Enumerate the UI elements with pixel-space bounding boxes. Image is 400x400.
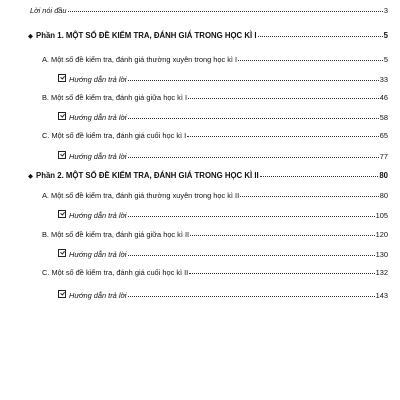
diamond-bullet-icon: ◆ bbox=[28, 173, 33, 180]
toc-page-number: 33 bbox=[379, 75, 388, 84]
toc-part-1 bbox=[28, 31, 388, 42]
toc-page-number: 105 bbox=[375, 211, 388, 220]
toc-answer-entry bbox=[58, 210, 388, 221]
dot-leader bbox=[128, 80, 379, 81]
toc-section bbox=[42, 191, 388, 201]
checkbox-checked-icon bbox=[58, 151, 66, 159]
toc-page-number: 130 bbox=[375, 250, 388, 259]
toc-answer-entry bbox=[58, 249, 388, 260]
toc-part-2 bbox=[28, 171, 388, 182]
toc-answer-entry bbox=[58, 74, 388, 85]
dot-leader bbox=[128, 255, 375, 256]
checkbox-checked-icon bbox=[58, 112, 66, 120]
toc-page-number: 46 bbox=[379, 93, 388, 102]
toc-page-number: 5 bbox=[383, 31, 388, 40]
checkbox-checked-icon bbox=[58, 290, 66, 298]
toc-page-number: 58 bbox=[379, 113, 388, 122]
toc-entry-intro bbox=[30, 6, 388, 16]
toc-page-number: 65 bbox=[379, 131, 388, 140]
checkbox-checked-icon bbox=[58, 74, 66, 82]
toc-answer-label: Hướng dẫn trả lời bbox=[69, 75, 127, 84]
dot-leader bbox=[240, 196, 379, 197]
dot-leader bbox=[238, 60, 383, 61]
toc-page-number: 143 bbox=[375, 291, 388, 300]
dot-leader bbox=[128, 118, 379, 119]
toc-answer-entry bbox=[58, 290, 388, 301]
toc-section-title: B. Một số đề kiểm tra, đánh giá giữa học kì II bbox=[42, 230, 190, 239]
toc-section bbox=[42, 268, 388, 278]
toc-section bbox=[42, 131, 388, 141]
toc-part-title: Phần 1. MỘT SỐ ĐỀ KIỂM TRA, ĐÁNH GIÁ TRONG HỌC KÌ I bbox=[36, 31, 257, 40]
dot-leader bbox=[188, 98, 379, 99]
checkbox-checked-icon bbox=[58, 210, 66, 218]
toc-answer-label: Hướng dẫn trả lời bbox=[69, 113, 127, 122]
diamond-bullet-icon: ◆ bbox=[28, 33, 33, 40]
toc-answer-entry bbox=[58, 112, 388, 123]
toc-part-title: Phần 2. MỘT SỐ ĐỀ KIỂM TRA, ĐÁNH GIÁ TRONG HỌC KÌ II bbox=[36, 171, 259, 180]
toc-page-number: 5 bbox=[383, 55, 388, 64]
toc-page-number: 120 bbox=[375, 230, 388, 239]
toc-section bbox=[42, 230, 388, 240]
toc-section bbox=[42, 55, 388, 65]
dot-leader bbox=[260, 176, 379, 177]
dot-leader bbox=[187, 136, 379, 137]
toc-page-number: 3 bbox=[383, 6, 388, 15]
toc-section-title: A. Một số đề kiểm tra, đánh giá thường xuyên trong học kì I bbox=[42, 55, 238, 64]
toc-answer-label: Hướng dẫn trả lời bbox=[69, 250, 127, 259]
dot-leader bbox=[128, 296, 375, 297]
toc-section-title: B. Một số đề kiểm tra, đánh giá giữa học kì I bbox=[42, 93, 188, 102]
toc-answer-label: Hướng dẫn trả lời bbox=[69, 152, 127, 161]
toc-section-title: A. Một số đề kiểm tra, đánh giá thường xuyên trong học kì II bbox=[42, 191, 240, 200]
dot-leader bbox=[189, 273, 374, 274]
toc-page-number: 77 bbox=[379, 152, 388, 161]
dot-leader bbox=[68, 11, 383, 12]
toc-page-number: 132 bbox=[375, 268, 388, 277]
toc-section-title: C. Một số đề kiểm tra, đánh giá cuối học kì II bbox=[42, 268, 189, 277]
toc-entry-title: Lời nói đầu bbox=[30, 6, 67, 15]
toc-section bbox=[42, 93, 388, 103]
dot-leader bbox=[128, 216, 375, 217]
toc-answer-label: Hướng dẫn trả lời bbox=[69, 211, 127, 220]
toc-answer-label: Hướng dẫn trả lời bbox=[69, 291, 127, 300]
toc-answer-entry bbox=[58, 151, 388, 162]
toc-page-number: 80 bbox=[379, 171, 388, 180]
dot-leader bbox=[258, 36, 383, 37]
toc-page-number: 80 bbox=[379, 191, 388, 200]
toc-section-title: C. Một số đề kiểm tra, đánh giá cuối học kì I bbox=[42, 131, 187, 140]
dot-leader bbox=[128, 157, 379, 158]
dot-leader bbox=[190, 235, 375, 236]
checkbox-checked-icon bbox=[58, 249, 66, 257]
